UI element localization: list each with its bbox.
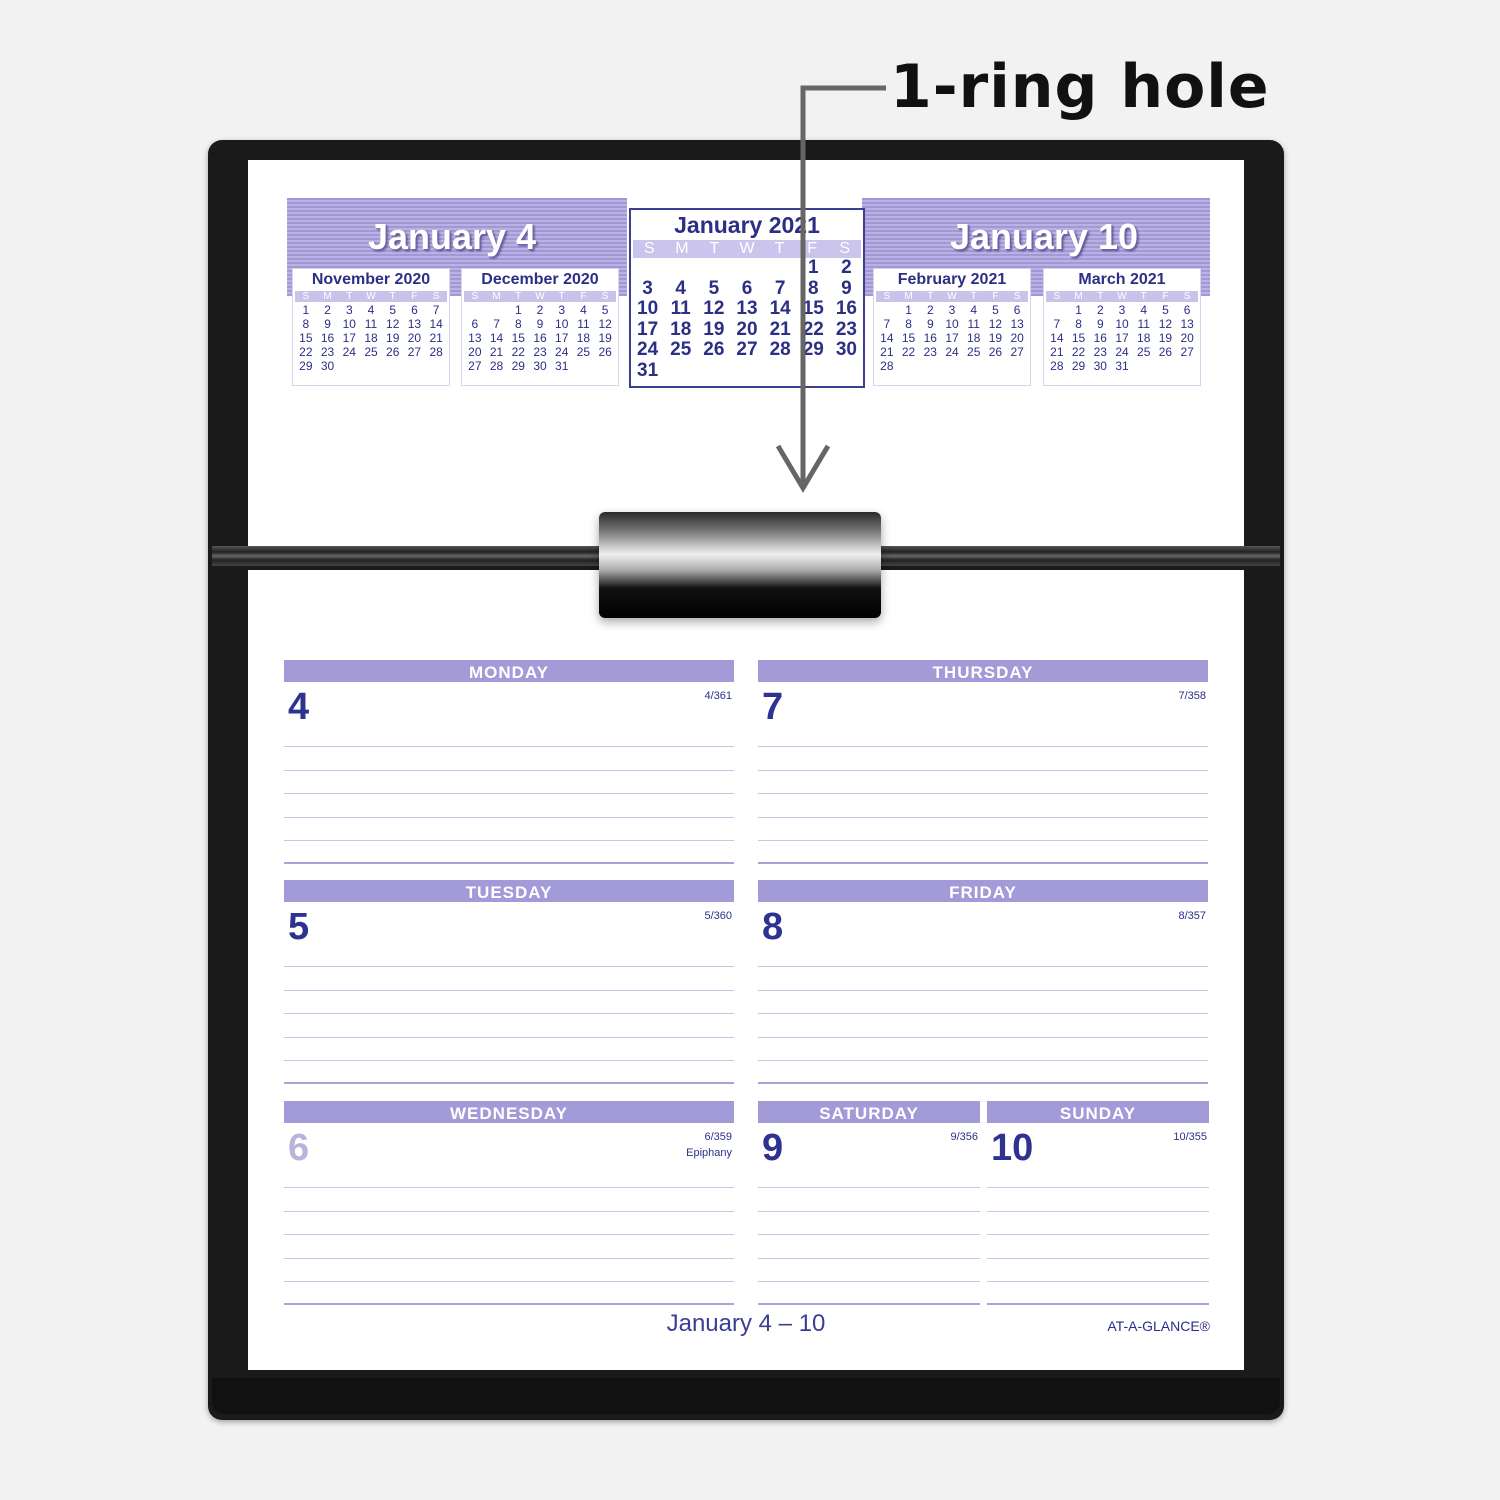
day-cell: 16 (320, 331, 335, 345)
day-cell: 1 (807, 257, 819, 278)
weekday-letter: T (558, 291, 565, 302)
day-cell: 28 (429, 345, 443, 359)
day-cell: 29 (802, 339, 824, 361)
writing-line (284, 1234, 734, 1235)
day-cell: 1 (514, 303, 522, 317)
day-cell: 29 (1071, 359, 1086, 373)
day-bottom-rule (758, 1303, 980, 1305)
weekday-letter: S (1053, 291, 1061, 302)
writing-line (987, 1211, 1209, 1212)
day-cell: 29 (299, 359, 313, 373)
day-cell: 1 (302, 303, 310, 317)
holiday-note: Epiphany (686, 1147, 732, 1159)
day-block-monday (284, 660, 734, 864)
day-cell: 31 (637, 359, 659, 381)
weekday-letter: T (709, 240, 720, 257)
day-cell: 7 (493, 317, 500, 331)
day-cell: 3 (1118, 303, 1126, 317)
writing-line (987, 1258, 1209, 1259)
callout-arrow-icon (0, 0, 1500, 520)
weekday-letter: T (927, 291, 934, 302)
day-cell: 13 (1010, 317, 1024, 331)
day-cell: 12 (386, 317, 400, 331)
day-cell: 27 (1180, 345, 1194, 359)
weekday-letter: W (739, 240, 755, 257)
writing-line (758, 1281, 980, 1282)
day-cell: 5 (601, 303, 609, 317)
day-cell: 7 (883, 317, 891, 331)
day-cell: 3 (948, 303, 956, 317)
day-cell: 11 (364, 317, 378, 331)
day-cell: 26 (598, 345, 612, 359)
day-cell: 3 (642, 277, 653, 299)
day-cell: 3 (345, 303, 353, 317)
day-cell: 23 (835, 318, 857, 340)
day-bottom-rule (284, 1303, 734, 1305)
weekday-letter: F (411, 291, 418, 302)
day-cell: 25 (364, 345, 378, 359)
day-cell: 12 (1158, 317, 1173, 331)
ring-binder-clip (599, 512, 881, 618)
day-cell: 22 (901, 345, 916, 359)
writing-line (284, 1060, 734, 1061)
day-block-thursday (758, 660, 1208, 864)
day-cell: 22 (802, 318, 824, 340)
day-cell: 24 (1115, 345, 1129, 359)
day-cell: 4 (1140, 303, 1148, 317)
day-cell: 15 (511, 331, 525, 345)
writing-line (284, 1258, 734, 1259)
day-cell: 13 (1180, 317, 1194, 331)
day-cell: 21 (489, 345, 504, 359)
day-header-monday: MONDAY (284, 660, 734, 682)
writing-line (987, 1234, 1209, 1235)
writing-line (758, 1258, 980, 1259)
day-cell: 14 (880, 331, 894, 345)
day-cell: 14 (429, 317, 443, 331)
mini-calendar-title: December 2020 (481, 271, 599, 288)
day-cell: 22 (299, 345, 313, 359)
weekday-letter: S (643, 240, 655, 257)
day-cell: 26 (386, 345, 400, 359)
day-cell: 16 (923, 331, 937, 345)
day-number: 8 (762, 906, 784, 948)
weekday-letter: T (970, 291, 977, 302)
day-cell: 27 (1010, 345, 1024, 359)
day-cell: 21 (769, 318, 791, 340)
weekday-letter: W (1117, 291, 1127, 302)
day-cell: 25 (670, 339, 692, 361)
writing-line (758, 746, 1208, 747)
writing-line (284, 817, 734, 818)
day-cell: 17 (342, 331, 356, 345)
writing-line (284, 1281, 734, 1282)
day-cell: 14 (769, 298, 791, 320)
day-cell: 29 (511, 359, 525, 373)
day-cell: 10 (945, 317, 959, 331)
day-cell: 11 (670, 298, 691, 320)
weekday-letter: S (1183, 291, 1191, 302)
day-cell: 21 (880, 345, 894, 359)
day-cell: 19 (988, 331, 1003, 345)
day-number: 9 (762, 1127, 784, 1169)
day-cell: 2 (841, 257, 852, 278)
day-block-saturday (758, 1101, 980, 1305)
writing-line (284, 1013, 734, 1014)
current-month-title: January 2021 (674, 212, 820, 238)
day-cell: 22 (511, 345, 525, 359)
day-cell: 9 (1096, 317, 1104, 331)
writing-line (758, 817, 1208, 818)
day-cell: 13 (468, 331, 482, 345)
day-number: 4 (288, 686, 310, 728)
day-cell: 3 (558, 303, 566, 317)
day-cell: 20 (407, 331, 422, 345)
day-number: 10 (991, 1127, 1034, 1169)
day-cell: 30 (533, 359, 547, 373)
weekday-letter: M (323, 291, 332, 302)
day-cell: 21 (1050, 345, 1064, 359)
day-cell: 7 (1053, 317, 1061, 331)
day-number: 7 (762, 686, 784, 728)
day-cell: 8 (807, 277, 819, 299)
mini-calendar-title: February 2021 (897, 271, 1007, 288)
day-cell: 7 (774, 277, 786, 299)
day-bottom-rule (284, 862, 734, 864)
day-cell: 27 (407, 345, 422, 359)
day-cell: 22 (1071, 345, 1086, 359)
day-cell: 19 (386, 331, 400, 345)
day-cell: 9 (324, 317, 331, 331)
day-cell: 4 (970, 303, 978, 317)
weekday-letter: W (947, 291, 957, 302)
day-cell: 30 (320, 359, 335, 373)
day-cell: 16 (1093, 331, 1107, 345)
weekday-letter: S (883, 291, 891, 302)
day-cell: 25 (1137, 345, 1151, 359)
day-cell: 24 (555, 345, 569, 359)
day-cell: 5 (992, 303, 999, 317)
writing-line (284, 770, 734, 771)
day-cell: 27 (736, 339, 758, 361)
day-cell: 28 (880, 359, 894, 373)
writing-line (758, 1211, 980, 1212)
day-cell: 23 (923, 345, 937, 359)
writing-line (758, 840, 1208, 841)
day-cell: 28 (1050, 359, 1064, 373)
writing-line (758, 1037, 1208, 1038)
day-cell: 18 (576, 331, 591, 345)
weekday-letter: T (1097, 291, 1104, 302)
day-cell: 19 (1158, 331, 1173, 345)
day-of-year-count: 6/359 (704, 1131, 732, 1143)
day-cell: 9 (926, 317, 934, 331)
weekday-letter: S (471, 291, 479, 302)
day-of-year-count: 9/356 (950, 1131, 978, 1143)
weekday-letter: T (346, 291, 353, 302)
weekday-letter: S (1013, 291, 1021, 302)
day-cell: 17 (1115, 331, 1129, 345)
day-cell: 9 (536, 317, 544, 331)
day-bottom-rule (987, 1303, 1209, 1305)
weekday-letter: M (904, 291, 913, 302)
day-cell: 17 (637, 318, 659, 340)
day-cell: 24 (637, 339, 659, 361)
day-cell: 4 (675, 277, 686, 299)
day-cell: 12 (988, 317, 1003, 331)
weekday-letter: F (807, 240, 818, 257)
day-cell: 15 (1071, 331, 1086, 345)
day-cell: 10 (555, 317, 569, 331)
writing-line (284, 793, 734, 794)
weekday-letter: T (1140, 291, 1147, 302)
day-cell: 18 (670, 318, 692, 340)
day-cell: 15 (802, 298, 824, 320)
week-range-footer: January 4 – 10 (666, 1310, 826, 1337)
day-cell: 9 (841, 277, 852, 299)
day-cell: 2 (536, 303, 544, 317)
writing-line (758, 1234, 980, 1235)
day-cell: 21 (429, 331, 443, 345)
day-cell: 20 (1180, 331, 1194, 345)
day-cell: 6 (1183, 303, 1191, 317)
day-cell: 31 (555, 359, 569, 373)
day-cell: 11 (967, 317, 980, 331)
day-cell: 2 (926, 303, 934, 317)
day-of-year-count: 5/360 (704, 910, 732, 922)
brand-logo: AT-A-GLANCE® (1107, 1318, 1210, 1334)
day-cell: 5 (708, 277, 720, 299)
day-header-thursday: THURSDAY (758, 660, 1208, 682)
weekday-letter: T (774, 240, 785, 257)
day-cell: 11 (1137, 317, 1150, 331)
day-cell: 28 (489, 359, 504, 373)
day-header-saturday: SATURDAY (758, 1101, 980, 1123)
day-cell: 2 (1096, 303, 1104, 317)
day-cell: 27 (468, 359, 482, 373)
weekday-letter: F (1162, 291, 1169, 302)
day-cell: 8 (905, 317, 912, 331)
week-start-date: January 4 (367, 216, 537, 257)
day-block-tuesday (284, 880, 734, 1084)
day-cell: 17 (555, 331, 569, 345)
day-number: 5 (288, 906, 310, 948)
weekday-letter: S (601, 291, 609, 302)
day-cell: 6 (741, 277, 753, 299)
day-cell: 20 (1010, 331, 1024, 345)
writing-line (758, 990, 1208, 991)
week-end-date: January 10 (949, 216, 1139, 257)
day-number: 6 (288, 1127, 310, 1169)
day-header-friday: FRIDAY (758, 880, 1208, 902)
day-cell: 1 (905, 303, 912, 317)
day-cell: 25 (967, 345, 981, 359)
writing-line (758, 966, 1208, 967)
writing-line (758, 793, 1208, 794)
day-cell: 26 (988, 345, 1003, 359)
weekday-letter: F (580, 291, 587, 302)
day-cell: 15 (299, 331, 313, 345)
day-header-wednesday: WEDNESDAY (284, 1101, 734, 1123)
day-cell: 26 (1158, 345, 1173, 359)
weekday-letter: S (302, 291, 310, 302)
day-cell: 23 (1093, 345, 1107, 359)
day-of-year-count: 8/357 (1178, 910, 1206, 922)
day-cell: 18 (967, 331, 981, 345)
day-cell: 19 (598, 331, 612, 345)
day-cell: 23 (320, 345, 335, 359)
writing-line (284, 1187, 734, 1188)
holder-base-edge (212, 1378, 1280, 1414)
day-cell: 20 (736, 318, 758, 340)
day-cell: 1 (1075, 303, 1082, 317)
day-bottom-rule (758, 1082, 1208, 1084)
day-block-sunday (987, 1101, 1209, 1305)
day-of-year-count: 4/361 (704, 690, 732, 702)
day-cell: 10 (1115, 317, 1129, 331)
day-cell: 30 (1093, 359, 1107, 373)
day-cell: 12 (598, 317, 612, 331)
writing-line (284, 1037, 734, 1038)
day-cell: 23 (533, 345, 547, 359)
day-cell: 15 (901, 331, 916, 345)
day-cell: 17 (945, 331, 959, 345)
weekday-letter: M (1074, 291, 1083, 302)
day-cell: 2 (324, 303, 331, 317)
writing-line (758, 1187, 980, 1188)
day-block-wednesday (284, 1101, 734, 1305)
mini-calendar-title: November 2020 (311, 271, 431, 288)
day-cell: 24 (342, 345, 356, 359)
day-cell: 28 (769, 339, 791, 361)
day-header-sunday: SUNDAY (987, 1101, 1209, 1123)
day-cell: 19 (703, 318, 725, 340)
day-cell: 8 (1075, 317, 1082, 331)
writing-line (284, 840, 734, 841)
day-cell: 30 (835, 339, 857, 361)
writing-line (284, 1211, 734, 1212)
weekday-letter: S (839, 240, 851, 257)
day-cell: 8 (302, 317, 310, 331)
mini-calendar-title: March 2021 (1078, 271, 1166, 288)
day-cell: 14 (489, 331, 504, 345)
day-of-year-count: 7/358 (1178, 690, 1206, 702)
day-cell: 26 (703, 339, 725, 361)
callout-label: 1-ring hole (890, 52, 1270, 122)
day-cell: 12 (703, 298, 725, 320)
day-cell: 10 (637, 298, 659, 320)
writing-line (758, 770, 1208, 771)
day-cell: 31 (1115, 359, 1129, 373)
weekday-letter: F (992, 291, 999, 302)
day-cell: 13 (407, 317, 422, 331)
day-cell: 8 (514, 317, 522, 331)
day-cell: 6 (411, 303, 418, 317)
day-header-tuesday: TUESDAY (284, 880, 734, 902)
writing-line (284, 966, 734, 967)
writing-line (987, 1187, 1209, 1188)
weekday-letter: M (492, 291, 501, 302)
writing-line (987, 1281, 1209, 1282)
day-cell: 4 (367, 303, 375, 317)
day-cell: 13 (736, 298, 758, 320)
weekday-letter: S (432, 291, 440, 302)
weekday-letter: M (675, 240, 689, 257)
writing-line (284, 990, 734, 991)
weekday-letter: W (366, 291, 376, 302)
day-block-friday (758, 880, 1208, 1084)
writing-line (758, 1060, 1208, 1061)
day-cell: 6 (471, 317, 479, 331)
day-cell: 16 (533, 331, 547, 345)
day-cell: 4 (580, 303, 587, 317)
day-cell: 24 (945, 345, 959, 359)
day-cell: 10 (342, 317, 356, 331)
day-of-year-count: 10/355 (1173, 1131, 1207, 1143)
day-cell: 18 (1137, 331, 1151, 345)
day-cell: 25 (576, 345, 591, 359)
writing-line (284, 746, 734, 747)
weekday-letter: T (515, 291, 522, 302)
day-cell: 7 (432, 303, 440, 317)
day-cell: 6 (1013, 303, 1021, 317)
writing-line (758, 1013, 1208, 1014)
day-cell: 20 (468, 345, 482, 359)
day-cell: 5 (1162, 303, 1169, 317)
day-bottom-rule (284, 1082, 734, 1084)
weekday-letter: T (389, 291, 396, 302)
day-cell: 11 (577, 317, 590, 331)
day-cell: 14 (1050, 331, 1064, 345)
day-cell: 18 (364, 331, 378, 345)
weekday-letter: W (535, 291, 545, 302)
day-cell: 5 (389, 303, 397, 317)
day-bottom-rule (758, 862, 1208, 864)
day-cell: 16 (835, 298, 857, 320)
